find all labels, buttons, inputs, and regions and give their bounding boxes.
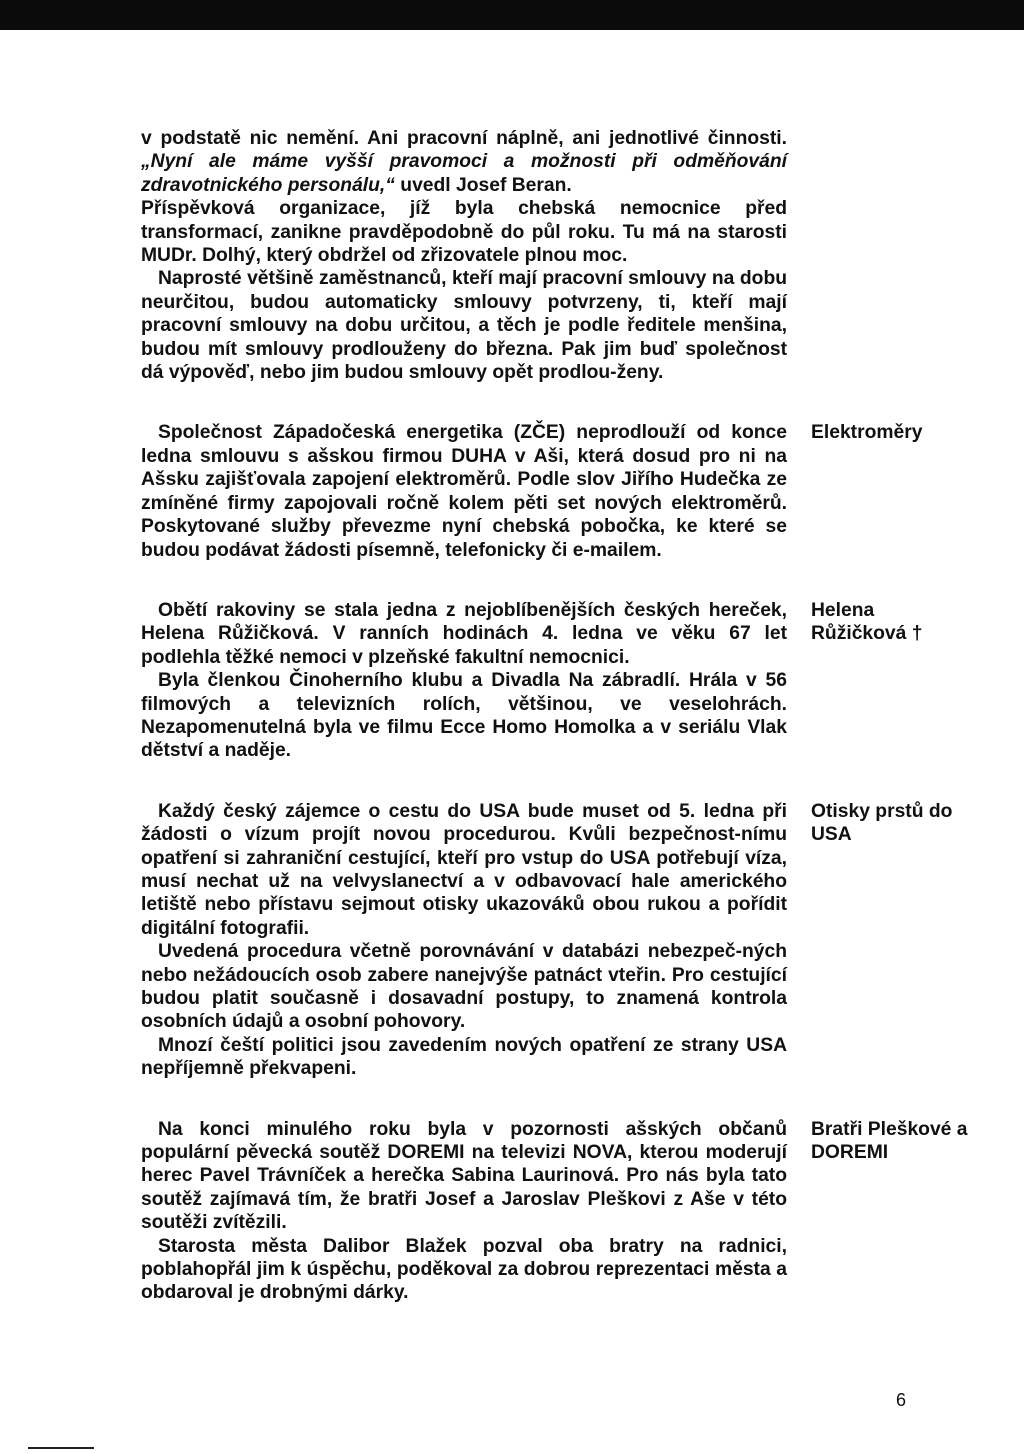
section-body [141, 127, 787, 384]
section-body [141, 1118, 787, 1305]
side-heading [811, 421, 986, 444]
section-doremi [141, 1118, 986, 1305]
side-heading-line: Otisky prstů do [811, 800, 953, 822]
paragraph-lead: v podstatě nic nemění. Ani pracovní náplně, ani jednotlivé činnosti. [141, 128, 787, 149]
paragraph: Uvedená procedura včetně porovnávání v databázi nebezpeč-ných nebo nežádoucích osob zabere nanejvýše patnáct vteřin. Pro cestující budou platit současně i dosavadní postupy, to znamená kontrola osobních údajů a osobní pohovory. [141, 941, 787, 1033]
section-body [141, 421, 787, 561]
paragraph: Obětí rakoviny se stala jedna z nejoblíbenějších českých hereček, Helena Růžičková. V ranních hodinách 4. ledna ve věku 67 let podlehla těžké nemoci v plzeňské fakultní nemocnici. [141, 599, 787, 668]
paragraph: Byla členkou Činoherního klubu a Divadla Na zábradlí. Hrála v 56 filmových a televizních rolích, většinou, ve veselohrách. Nezapomenutelná byla ve filmu Ecce Homo Homolka a v seriálu Vlak dětství a naděje. [141, 670, 787, 762]
section-electricity-meters [141, 421, 986, 561]
section-usa-fingerprints [141, 800, 986, 1081]
section-hospital [141, 127, 986, 384]
paragraph: Společnost Západočeská energetika (ZČE) neprodlouží od konce ledna smlouvu s ašskou firmou DUHA v Aši, která dosud pro ni na Ašsku zajišťovala zapojení elektroměrů. Podle slov Jiřího Hudečka ze zmíněné firmy zapojovali ročně kolem pěti set nových elektroměrů. Poskytované služby převezme nyní chebská pobočka, ke které se budou podávat žádosti písemně, telefonicky či e-mailem. [141, 422, 787, 561]
side-heading [811, 1118, 986, 1165]
section-ruzickova [141, 599, 986, 763]
side-heading-line: Růžičková † [811, 623, 923, 645]
paragraph: Každý český zájemce o cestu do USA bude muset od 5. ledna při žádosti o vízum projít novou procedurou. Kvůli bezpečnost-nímu opatření si zahraniční cestující, kteří pro vstup do USA potřebují víza, musí nechat už na velvyslanectví a v odbavovací hale amerického letiště nebo přístavu sejmout otisky ukazováků obou rukou a pořídit digitální fotografii. [141, 800, 787, 939]
paragraph [141, 127, 787, 197]
side-heading [811, 800, 986, 847]
scan-bottom-mark [28, 1447, 94, 1449]
paragraph: Na konci minulého roku byla v pozornosti ašských občanů populární pěvecká soutěž DOREMI na televizi NOVA, kterou moderují herec Pavel Trávníček a herečka Sabina Laurinová. Pro nás byla tato soutěž zajímavá tím, že bratři Josef a Jaroslav Pleškovi z Aše v této soutěži zvítězili. [141, 1118, 787, 1234]
page-number: 6 [896, 1390, 907, 1410]
section-body [141, 599, 787, 763]
scan-top-edge [0, 0, 1024, 30]
paragraph: Naprosté většině zaměstnanců, kteří mají pracovní smlouvy na dobu neurčitou, budou automaticky smlouvy potvrzeny, ti, kteří mají pracovní smlouvy na dobu určitou, a těch je podle ředitele menšina, budou mít smlouvy prodlouženy do března. Pak jim buď společnost dá výpověď, nebo jim budou smlouvy opět prodlou-ženy. [141, 268, 787, 384]
side-heading [811, 599, 986, 646]
quote: „Nyní ale máme vyšší pravomoci a možnosti při odměňování zdravotnického personálu,“ [141, 151, 787, 196]
paragraph-tail: uvedl Josef Beran. [394, 174, 572, 196]
side-heading-line: Elektroměry [811, 422, 923, 444]
document-page [141, 127, 986, 1305]
paragraph: Příspěvková organizace, jíž byla chebská nemocnice před transformací, zanikne pravděpodobně do půl roku. Tu má na starosti MUDr. Dolhý, který obdržel od zřizovatele plnou moc. [141, 198, 787, 267]
side-heading-line: DOREMI [811, 1142, 889, 1164]
paragraph: Starosta města Dalibor Blažek pozval oba bratry na radnici, poblahopřál jim k úspěchu, poděkoval za dobrou reprezentaci města a obdaroval je drobnými dárky. [141, 1235, 787, 1304]
paragraph: Mnozí čeští politici jsou zavedením nových opatření ze strany USA nepříjemně překvapeni. [141, 1034, 787, 1080]
side-heading-line: Helena [811, 599, 875, 621]
side-heading-line: Bratři Pleškové a [811, 1118, 968, 1140]
side-heading-line: USA [811, 824, 852, 846]
section-body [141, 800, 787, 1081]
